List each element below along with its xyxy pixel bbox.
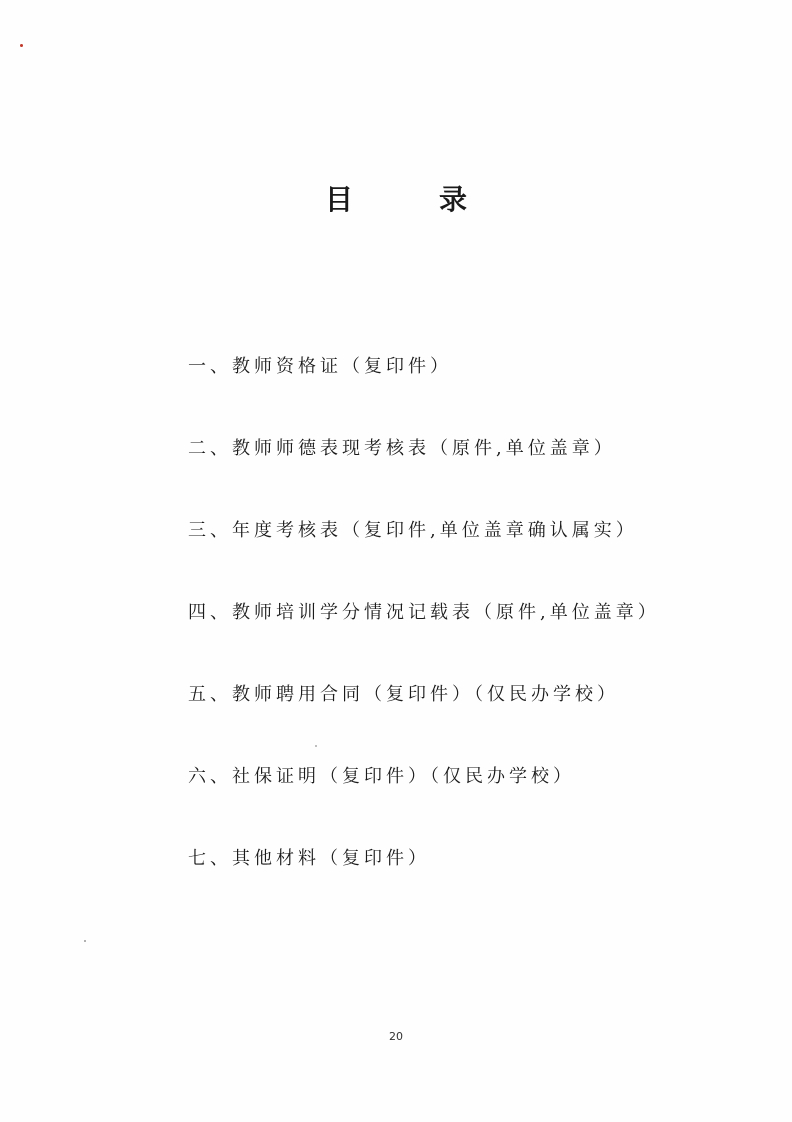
- title-char-2: 录: [439, 183, 468, 216]
- page-title: [0, 178, 792, 218]
- table-of-contents: [188, 352, 748, 926]
- toc-item-5: 五、教师聘用合同（复印件）（仅民办学校）: [188, 684, 619, 705]
- scan-speck: [84, 940, 86, 942]
- toc-item-3: 三、年度考核表（复印件,单位盖章确认属实）: [188, 520, 638, 541]
- toc-item-6: 六、社保证明（复印件）（仅民办学校）: [188, 766, 575, 787]
- toc-item-1: 一、教师资格证（复印件）: [188, 356, 452, 377]
- scan-speck-red: [20, 44, 23, 47]
- toc-item-2: 二、教师师德表现考核表（原件,单位盖章）: [188, 438, 616, 459]
- toc-item-4: 四、教师培训学分情况记载表（原件,单位盖章）: [188, 602, 660, 623]
- toc-item-7: 七、其他材料（复印件）: [188, 848, 430, 869]
- page-number: 20: [389, 1030, 403, 1043]
- title-char-1: 目: [324, 183, 353, 216]
